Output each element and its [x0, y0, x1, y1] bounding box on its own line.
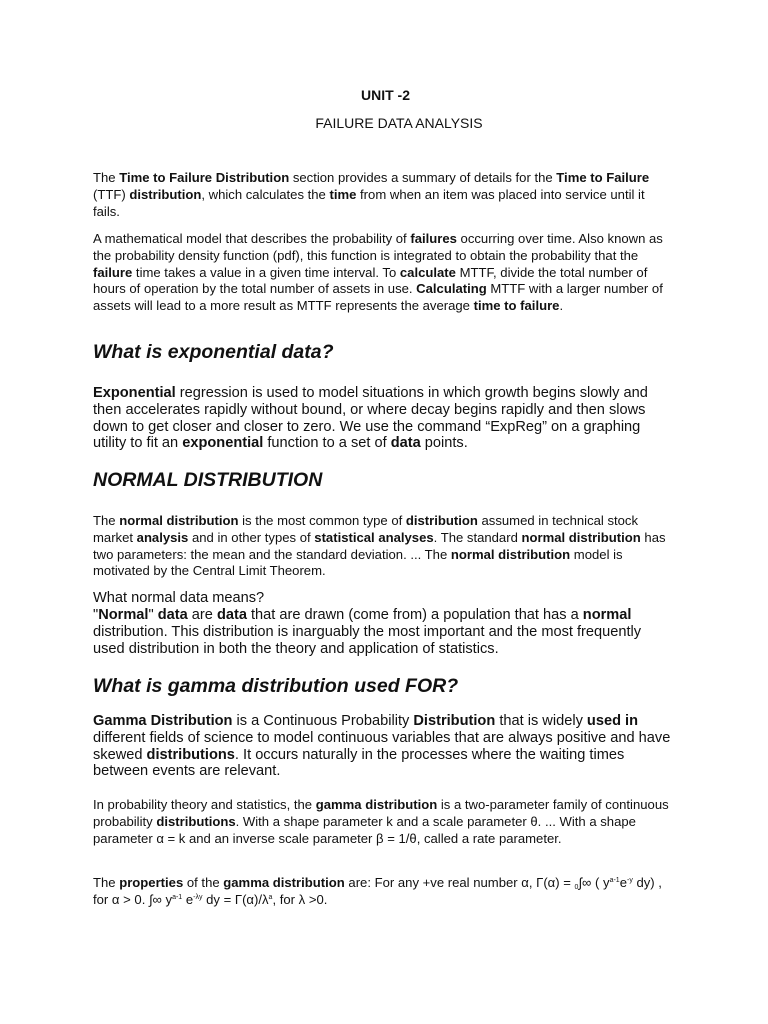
- exponential-heading: What is exponential data?: [93, 341, 334, 363]
- bold-term: distributions: [146, 746, 235, 763]
- text-run: -y: [626, 877, 633, 884]
- text-run: is the most common type of: [238, 513, 406, 528]
- bold-term: Normal: [98, 607, 149, 623]
- text-run: from when an item was placed into service until it fails.: [93, 186, 645, 219]
- bold-term: distribution: [129, 186, 202, 202]
- text-run: The: [93, 513, 120, 528]
- text-run: function to a set of: [263, 435, 391, 452]
- text-run: 0: [574, 884, 579, 891]
- bold-term: failures: [410, 231, 457, 246]
- text-run: different fields of science to model continuous variables that are always positive and have skewed: [93, 729, 671, 763]
- exponential-paragraph: [93, 385, 673, 452]
- text-run: is a two-parameter family of continuous probability: [93, 797, 669, 829]
- text-run: of the: [183, 875, 224, 890]
- gamma-heading: What is gamma distribution used FOR?: [93, 675, 459, 697]
- text-run: a-1: [609, 877, 620, 884]
- text-run: are: [187, 607, 217, 623]
- bold-term: gamma distribution: [315, 797, 438, 812]
- text-run: occurring over time. Also known as the probability density function (pdf), this function is integrated to obtain the probability that the: [93, 231, 663, 263]
- bold-term: normal distribution: [450, 546, 571, 562]
- gamma-properties-paragraph: [93, 875, 673, 909]
- text-run: ∫∞ ( y: [578, 875, 610, 890]
- text-run: , which calculates the: [201, 186, 330, 202]
- text-run: The: [93, 170, 120, 185]
- bold-term: distributions: [156, 813, 236, 829]
- text-run: has two parameters: the mean and the standard deviation. ... The: [93, 529, 666, 562]
- bold-term: Time to Failure: [556, 170, 650, 185]
- text-run: ": [148, 607, 158, 623]
- text-run: e: [182, 891, 194, 907]
- text-run: MTTF with a larger number of assets will lead to a more result as MTTF represents the average: [93, 281, 663, 314]
- text-run: regression is used to model situations in which growth begins slowly and then accelerates rapidly without bound, or where decay begins rapidly and then slows down to get closer and closer to zero. We use the command “ExpReg” on a graphing utility to fit an: [93, 385, 648, 452]
- bold-term: Exponential: [93, 385, 176, 401]
- bold-term: normal distribution: [521, 529, 641, 545]
- ttf-paragraph: [93, 170, 673, 220]
- bold-term: Calculating: [416, 281, 487, 297]
- text-run: ": [93, 607, 99, 623]
- text-run: . It occurs naturally in the processes where the waiting times between events are relevant.: [93, 746, 625, 780]
- bold-term: calculate: [399, 264, 456, 280]
- bold-term: failure: [93, 264, 133, 280]
- text-run: MTTF, divide the total number of hours of operation by the total number of assets in use.: [93, 264, 648, 297]
- bold-term: gamma distribution: [223, 875, 345, 890]
- text-run: -λy: [193, 893, 203, 901]
- text-run: The: [93, 875, 120, 890]
- text-run: that is widely: [495, 713, 587, 729]
- bold-term: distribution: [405, 513, 478, 528]
- mathematical-model-paragraph: [93, 231, 673, 315]
- text-run: In probability theory and statistics, the: [93, 797, 316, 812]
- text-run: that are drawn (come from) a population that has a: [246, 607, 583, 623]
- normal-distribution-paragraph: [93, 513, 673, 580]
- bold-term: Time to Failure Distribution: [119, 170, 290, 185]
- text-run: . The standard: [433, 529, 522, 545]
- text-run: distribution. This distribution is inarguably the most important and the most frequently used distribution in both the theory and application of statistics.: [93, 623, 642, 657]
- normal-data-answer: [93, 607, 673, 657]
- text-run: .: [559, 298, 564, 314]
- bold-term: data: [157, 607, 188, 623]
- bold-term: Distribution: [413, 713, 496, 729]
- text-run: section provides a summary of details for the: [289, 170, 557, 185]
- normal-distribution-heading: NORMAL DISTRIBUTION: [93, 469, 323, 491]
- bold-term: properties: [119, 875, 184, 890]
- bold-term: statistical analyses: [314, 529, 434, 545]
- bold-term: Gamma Distribution: [93, 713, 233, 729]
- document-title: FAILURE DATA ANALYSIS: [315, 115, 483, 131]
- text-run: points.: [420, 435, 468, 452]
- text-run: (TTF): [93, 186, 130, 202]
- bold-term: used in: [586, 713, 639, 729]
- bold-term: normal distribution: [119, 513, 239, 528]
- text-run: dy) , for α > 0. ∫∞ y: [93, 875, 662, 907]
- text-run: a: [268, 893, 273, 901]
- text-run: . With a shape parameter k and a scale parameter θ. ... With a shape parameter α = k and an inverse scale parameter β = 1/θ, called a rate parameter.: [93, 813, 636, 846]
- text-run: assumed in technical stock market: [93, 513, 639, 545]
- bold-term: normal: [582, 607, 632, 623]
- text-run: and in other types of: [188, 529, 315, 545]
- bold-term: analysis: [136, 529, 189, 545]
- bold-term: time to failure: [473, 298, 560, 314]
- bold-term: time: [329, 186, 357, 202]
- normal-data-question: What normal data means?: [93, 590, 265, 606]
- unit-label: UNIT -2: [361, 87, 410, 103]
- text-run: A mathematical model that describes the probability of: [93, 231, 411, 246]
- gamma-paragraph: [93, 713, 673, 780]
- text-run: dy = Γ(α)/λ: [202, 891, 269, 907]
- text-run: model is motivated by the Central Limit Theorem.: [93, 546, 623, 579]
- text-run: time takes a value in a given time interval. To: [132, 264, 400, 280]
- text-run: , for λ >0.: [272, 891, 328, 907]
- text-run: is a Continuous Probability: [232, 713, 414, 729]
- gamma-definition-paragraph: [93, 797, 673, 847]
- text-run: are: For any +ve real number α, Γ(α) =: [344, 875, 575, 890]
- bold-term: exponential: [182, 435, 264, 452]
- bold-term: data: [216, 607, 247, 623]
- text-run: a-1: [172, 893, 183, 901]
- bold-term: data: [390, 435, 421, 452]
- text-run: e: [619, 875, 627, 890]
